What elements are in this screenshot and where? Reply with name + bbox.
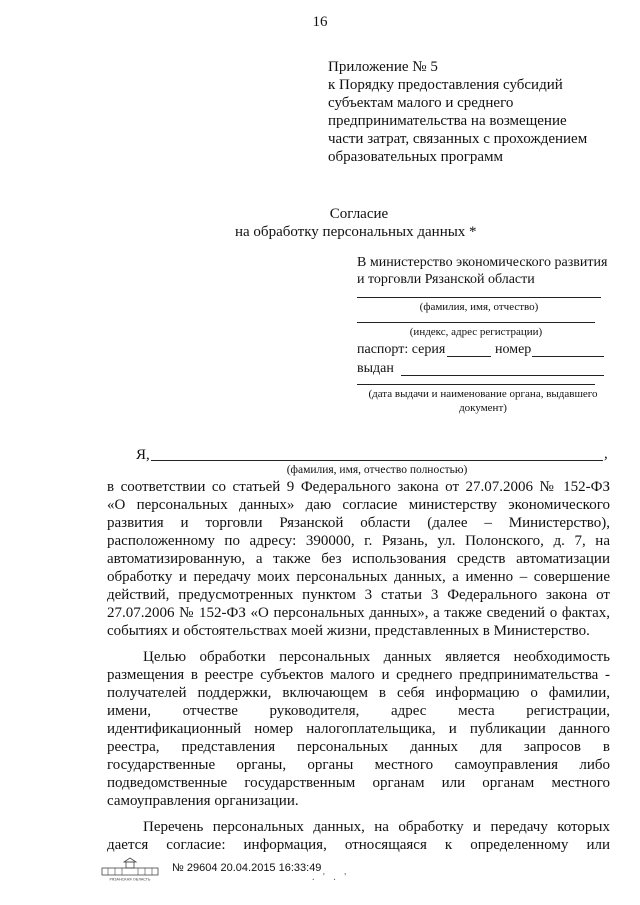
- declarant-caption: (фамилия, имя, отчество полностью): [286, 464, 468, 476]
- text-line: реестра, представления персональных данных для запросов в: [107, 739, 610, 755]
- building-emblem-icon: [100, 856, 160, 882]
- annex-line: части затрат, связанных с прохождением: [328, 131, 588, 147]
- text-line: дается согласие: информация, относящаяся к определенному или: [107, 837, 610, 853]
- annex-line: предпринимательства на возмещение: [328, 113, 567, 129]
- text-line: событиях и обстоятельствах моей жизни, представленных в Министерство.: [107, 623, 590, 639]
- text-line: подведомственные государственным органам или органам местного: [107, 775, 610, 791]
- text-line: 27.07.2006 № 152-ФЗ «О персональных данных», а также сведений о фактах,: [107, 605, 610, 621]
- dotted-mark: . ' . ': [312, 872, 350, 883]
- address-fill-line[interactable]: [357, 322, 595, 323]
- annex-heading: [328, 58, 628, 166]
- name-caption: (фамилия, имя, отчество): [419, 301, 539, 313]
- address-caption: (индекс, адрес регистрации): [409, 326, 543, 338]
- logo-caption: РЯЗАНСКАЯ ОБЛАСТЬ: [109, 877, 151, 882]
- annex-line: к Порядку предоставления субсидий: [328, 77, 563, 93]
- registration-number: № 29604 20.04.2015 16:33:49: [172, 862, 322, 874]
- issued-label: выдан: [357, 361, 394, 376]
- addressee-line: и торговли Рязанской области: [357, 272, 535, 287]
- page-number: 16: [312, 14, 328, 30]
- document-subtitle: на обработку персональных данных *: [235, 224, 477, 240]
- annex-line: Приложение № 5: [328, 59, 438, 75]
- passport-series-line[interactable]: [447, 356, 491, 357]
- addressee-line: В министерство экономического развития: [357, 255, 608, 270]
- declarant-prefix: Я,: [136, 447, 150, 463]
- passport-label: паспорт: серия: [357, 342, 446, 357]
- text-line: автоматизированную, а также без использования средств автоматизации: [107, 551, 610, 567]
- issued-caption: (дата выдачи и наименование органа, выдавшего: [368, 388, 598, 400]
- issued-caption-2: документ): [459, 402, 507, 414]
- text-line: самоуправления организации.: [107, 793, 299, 809]
- text-line: имени, отчестве руководителя, адрес места регистрации,: [107, 703, 610, 719]
- paragraph-purpose-consent: [107, 478, 610, 640]
- registry-logo: [100, 856, 160, 882]
- name-fill-line[interactable]: [357, 297, 601, 298]
- text-line: расположенному по адресу: 390000, г. Рязань, ул. Полонского, д. 7, на: [107, 533, 610, 549]
- issued-fill-line[interactable]: [401, 375, 604, 376]
- addressee-block: [357, 254, 617, 288]
- text-line: Целью обработки персональных данных является необходимость: [143, 649, 610, 665]
- text-line: размещения в реестре субъектов малого и среднего предпринимательства -: [107, 667, 610, 683]
- paragraph-data-list: [107, 818, 610, 854]
- text-line: государственные органы, органы местного самоуправления либо: [107, 757, 610, 773]
- annex-line: образовательных программ: [328, 149, 503, 165]
- text-line: в соответствии со статьей 9 Федерального закона от 27.07.2006 № 152-ФЗ: [107, 479, 610, 495]
- issued-fill-line-2[interactable]: [357, 384, 595, 385]
- text-line: получателей поддержки, включающем в себя информацию о фамилии,: [107, 685, 610, 701]
- paragraph-purpose: [107, 648, 610, 810]
- text-line: идентификационный номер налогоплательщика, и публикации данного: [107, 721, 610, 737]
- declarant-comma: ,: [604, 446, 608, 462]
- text-line: «О персональных данных» даю согласие министерству экономического: [107, 497, 610, 513]
- consent-body: [107, 478, 610, 854]
- document-title: Согласие: [329, 206, 389, 222]
- annex-line: субъектам малого и среднего: [328, 95, 514, 111]
- text-line: развития и торговли Рязанской области (далее – Министерство),: [107, 515, 610, 531]
- text-line: обработку и передачу моих персональных данных, а именно – совершение: [107, 569, 610, 585]
- declarant-name-line[interactable]: [151, 460, 603, 461]
- passport-number-line[interactable]: [532, 356, 604, 357]
- text-line: Перечень персональных данных, на обработку и передачу которых: [143, 819, 610, 835]
- passport-number-label: номер: [495, 342, 532, 357]
- text-line: действий, предусмотренных пунктом 3 статьи 3 Федерального закона от: [107, 587, 610, 603]
